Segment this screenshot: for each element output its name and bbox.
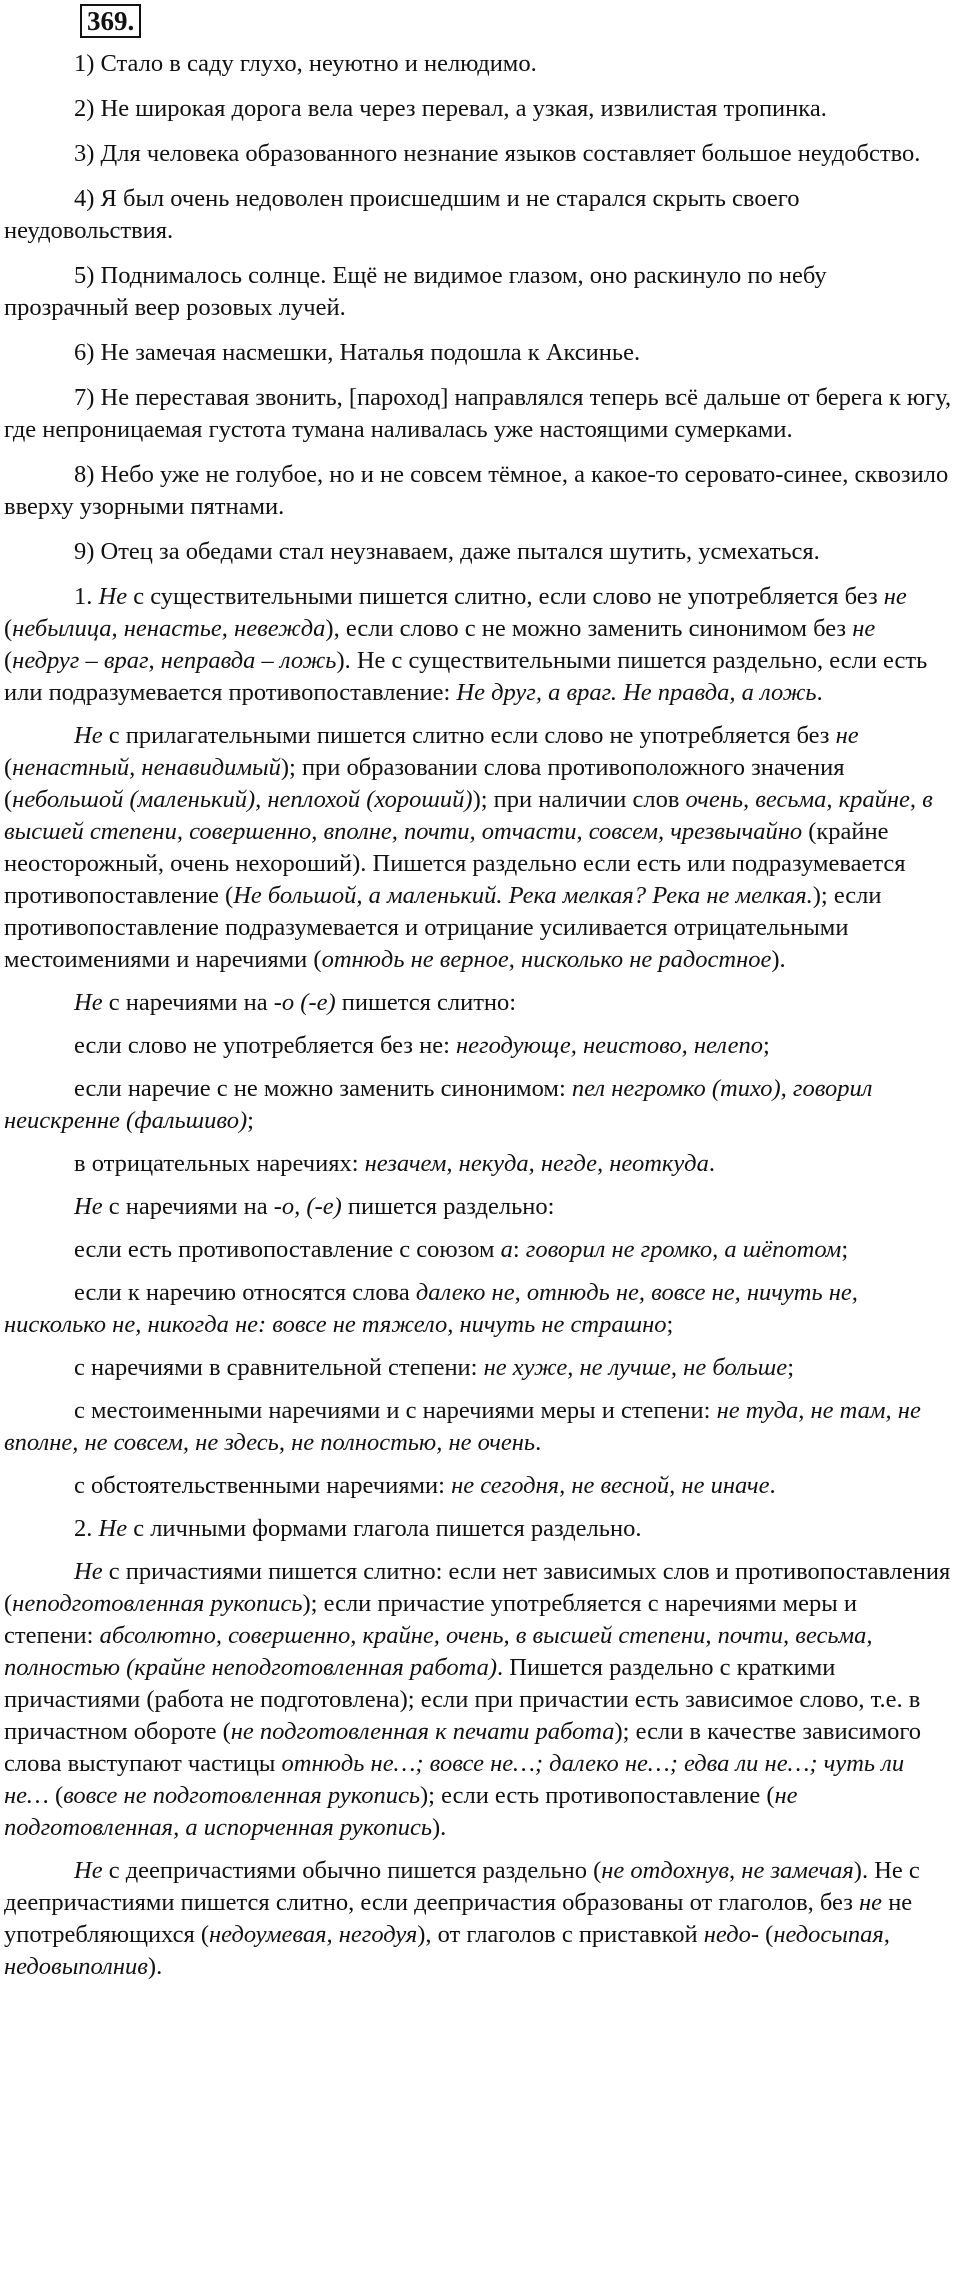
example-text: абсолютно, совершенно, крайне, очень, в высшей степени, почти, весьма, полностью (крайне неподготовленная работа) [4, 1622, 873, 1681]
sentence: 8) Небо уже не голубое, но и не совсем тёмное, а какое-то серовато-синее, сквозило вверху узорными пятнами. [4, 461, 949, 520]
example-text: не сегодня, не весной, не иначе [451, 1472, 770, 1499]
sentence: 3) Для человека образованного незнание языков составляет большое неудобство. [74, 140, 921, 167]
rule-text: не употребляющихся ( [4, 1889, 913, 1948]
example-text: очень, весьма, крайне, в высшей степени, совершенно, вполне, почти, отчасти, совсем, чрезвычайно [4, 786, 933, 845]
rule-text: с личными формами глагола пишется раздельно. [127, 1515, 642, 1542]
rule-text: ; [762, 1032, 770, 1059]
rule-text: . [769, 1472, 776, 1499]
rule-paragraph [4, 1513, 952, 1545]
rule-text: ; [247, 1107, 254, 1134]
sentence: 5) Поднималось солнце. Ещё не видимое глазом, оно раскинуло по небу прозрачный веер розовых лучей. [4, 262, 827, 321]
rule-text: (крайне неосторожный, очень нехороший). Пишется раздельно если есть или подразумевается противопоставление ( [4, 818, 906, 909]
rule-text: . [816, 679, 823, 706]
rule-text: с причастиями пишется слитно: если нет зависимых слов и противопоставления ( [4, 1558, 951, 1617]
example-text: не отдохнув, не замечая [601, 1857, 854, 1884]
example-text: незачем, некуда, негде, неоткуда [364, 1150, 709, 1177]
rule-text: если наречие с не можно заменить синонимом: [74, 1075, 572, 1102]
rule-text: ( [759, 1921, 774, 1948]
exercise-number: 369. [80, 4, 141, 38]
example-text: не [852, 615, 876, 642]
example-text: недосыпая, недовыполнив [4, 1921, 890, 1980]
rule-paragraph [4, 1470, 952, 1502]
rule-text: . Пишется раздельно с краткими причастиями (работа не подготовлена); если при причастии есть зависимое слово, т.е. в причастном обороте ( [4, 1654, 921, 1745]
example-text: недруг – враг, неправда – ложь [12, 647, 337, 674]
example-text: недо- [703, 1921, 760, 1948]
example-text: Не [98, 583, 128, 610]
rule-text: с наречиями на - [102, 1193, 282, 1220]
rule-text: ). [771, 946, 786, 973]
example-text: Не [74, 722, 103, 749]
example-text: недоумевая, негодуя [209, 1921, 418, 1948]
rule-text: ); если причастие употребляется с наречиями меры и степени: [4, 1590, 857, 1649]
rule-text: ); если противопоставление подразумевается и отрицание усиливается отрицательными местоимениями и наречиями ( [4, 882, 882, 973]
rule-text: ), если слово с не можно заменить синонимом без [325, 615, 853, 642]
example-text: небольшой (маленький), неплохой (хороший) [12, 786, 473, 813]
rule-text: ). Не с деепричастиями пишется слитно, если деепричастия образованы от глаголов, без [4, 1857, 920, 1916]
example-text: Не [74, 989, 103, 1016]
example-text: не [883, 583, 907, 610]
example-text: не [859, 1889, 883, 1916]
rule-text: ( [48, 1782, 64, 1809]
example-text: неподготовленная рукопись [12, 1590, 303, 1617]
rule-paragraph [4, 1234, 952, 1266]
rule-text: ; [787, 1354, 794, 1381]
rule-text: с обстоятельственными наречиями: [74, 1472, 452, 1499]
example-text: не [835, 722, 859, 749]
rule-text: ). [431, 1814, 447, 1841]
example-text: отнюдь не верное, нисколько не радостное [321, 946, 772, 973]
rule-text: . [535, 1429, 542, 1456]
rule-text: с наречиями на [102, 989, 274, 1016]
rule-text: ( [4, 615, 13, 642]
rule-text: ( [4, 754, 13, 781]
example-text: Не [98, 1515, 128, 1542]
example-text: о, (-е) [281, 1193, 342, 1220]
sentence: 1) Стало в саду глухо, неуютно и нелюдимо. [74, 50, 537, 77]
example-text: Не [74, 1558, 103, 1585]
rule-paragraph [4, 1352, 952, 1384]
rule-text: ( [4, 647, 13, 674]
rule-paragraph [4, 1073, 952, 1137]
rule-paragraph [4, 1395, 952, 1459]
sentence: 7) Не переставая звонить, [пароход] направлялся теперь всё дальше от берега к югу, где непроницаемая густота тумана наливалась уже настоящими сумерками. [4, 384, 952, 443]
rule-paragraph [4, 581, 952, 709]
rule-paragraph [4, 1855, 952, 1983]
rule-text: если слово не употребляется без не: [74, 1032, 457, 1059]
example-text: далеко не, отнюдь не, вовсе не, ничуть не, нисколько не, никогда не: вовсе не тяжело, ничуть не страшно [4, 1279, 858, 1338]
rule-text: с деепричастиями обычно пишется раздельно ( [102, 1857, 602, 1884]
rule-text: с существительными пишется слитно, если слово не употребляется без [127, 583, 884, 610]
sentence: 6) Не замечая насмешки, Наталья подошла к Аксинье. [74, 339, 641, 366]
rule-text: если есть противопоставление с союзом [74, 1236, 501, 1263]
rule-text: ); если есть противопоставление ( [420, 1782, 775, 1809]
example-text: не хуже, не лучше, не больше [483, 1354, 788, 1381]
example-text: пел негромко (тихо), говорил неискренне (фальшиво) [4, 1075, 873, 1134]
rule-text: с местоименными наречиями и с наречиями меры и степени: [74, 1397, 717, 1424]
rule-text: 2. [74, 1515, 99, 1542]
example-text: ненастный, ненавидимый [12, 754, 281, 781]
example-text: Не большой, а маленький. Река мелкая? Река не мелкая. [233, 882, 813, 909]
sentence: 4) Я был очень недоволен происшедшим и не старался скрыть своего неудовольствия. [4, 185, 800, 244]
example-text: -о (-е) [273, 989, 336, 1016]
rule-paragraph [4, 1191, 952, 1223]
example-text: не туда, не там, не вполне, не совсем, не здесь, не полностью, не очень [4, 1397, 921, 1456]
rule-text: : [512, 1236, 526, 1263]
rules-explanation [4, 581, 952, 1983]
example-text: не подготовленная к печати работа [230, 1718, 615, 1745]
example-text: негодующе, неистово, нелепо [456, 1032, 763, 1059]
rule-text: если к наречию относятся слова [74, 1279, 416, 1306]
sentence: 9) Отец за обедами стал неузнаваем, даже пытался шутить, усмехаться. [74, 538, 820, 565]
rule-text: 1. [74, 583, 99, 610]
rule-text: ). Не с существительными пишется раздельно, если есть или подразумевается противопоставление: [4, 647, 928, 706]
example-text: говорил не громко, а шёпотом [525, 1236, 842, 1263]
example-text: Не [74, 1857, 103, 1884]
rule-text: ), от глаголов с приставкой [417, 1921, 704, 1948]
example-text: Не [74, 1193, 103, 1220]
rule-text: пишется слитно: [335, 989, 517, 1016]
rule-paragraph [4, 1148, 952, 1180]
example-text: а [500, 1236, 513, 1263]
exercise-sentences [4, 48, 952, 568]
rule-text: . [708, 1150, 715, 1177]
example-text: не подготовленная, а испорченная рукопись [4, 1782, 798, 1841]
rule-text: ); если в качестве зависимого слова выступают частицы [4, 1718, 922, 1777]
rule-paragraph [4, 987, 952, 1019]
example-text: небылица, ненастье, невежда [12, 615, 326, 642]
rule-paragraph [4, 1277, 952, 1341]
rule-text: с наречиями в сравнительной степени: [74, 1354, 484, 1381]
rule-text: ); при образовании слова противоположного значения ( [4, 754, 845, 813]
example-text: отнюдь не…; вовсе не…; далеко не…; едва ли не…; чуть ли не… [4, 1750, 905, 1809]
example-text: вовсе не подготовленная рукопись [63, 1782, 421, 1809]
rule-text: ; [666, 1311, 674, 1338]
sentence: 2) Не широкая дорога вела через перевал, а узкая, извилистая тропинка. [74, 95, 827, 122]
rule-text: ); при наличии слов [472, 786, 686, 813]
rule-text: в отрицательных наречиях: [74, 1150, 365, 1177]
rule-text: с прилагательными пишется слитно если слово не употребляется без [102, 722, 836, 749]
rule-paragraph [4, 1556, 952, 1844]
rule-paragraph [4, 720, 952, 976]
example-text: Не друг, а враг. Не правда, а ложь [456, 679, 817, 706]
rule-paragraph [4, 1030, 952, 1062]
rule-text: ). [147, 1953, 163, 1980]
rule-text: ; [841, 1236, 849, 1263]
rule-text: пишется раздельно: [341, 1193, 555, 1220]
